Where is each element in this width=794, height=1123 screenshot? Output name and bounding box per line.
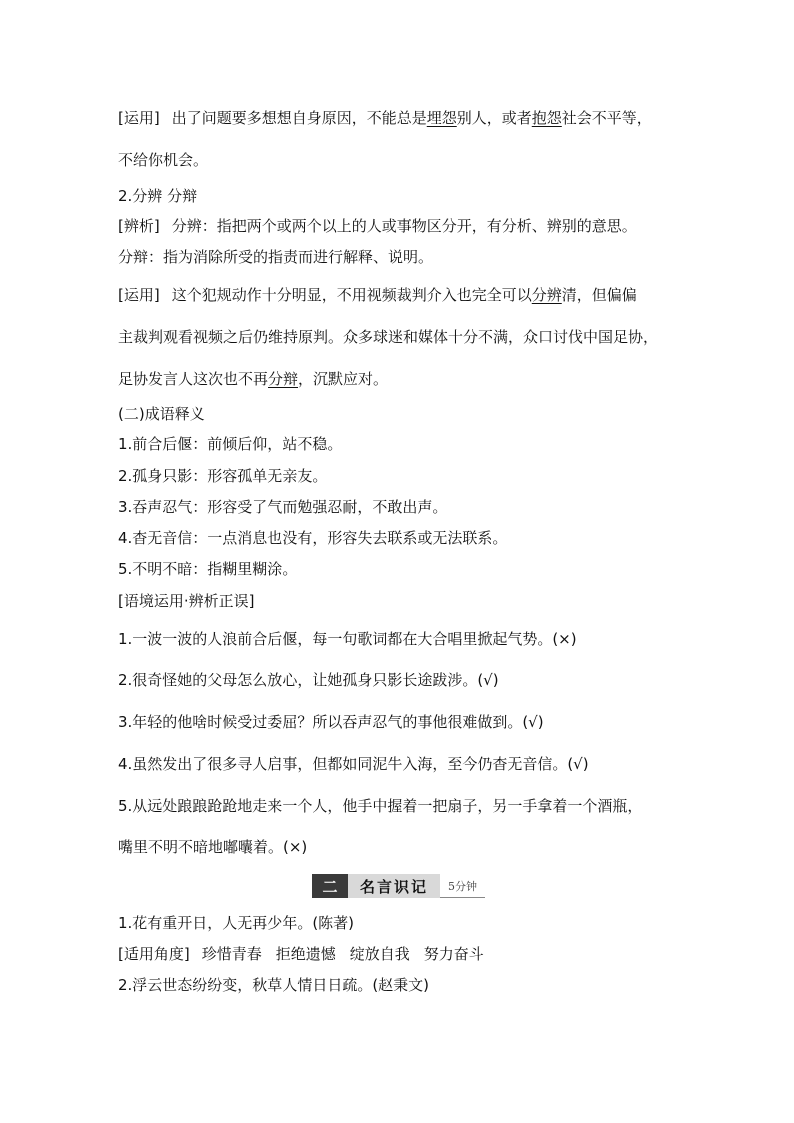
usage-tag: [运用] xyxy=(118,286,160,304)
context-heading: [语境运用·辨析正误] xyxy=(118,592,255,610)
underlined-word: 埋怨 xyxy=(426,109,457,127)
usage-paragraph-2: [运用] 这个犯规动作十分明显，不用视频裁判介入也完全可以分辨清，但偏偏 xyxy=(118,286,637,304)
section-heading-2: 2.分辨 分辩 xyxy=(118,187,198,205)
idiom-item: 4.杳无音信：一点消息也没有，形容失去联系或无法联系。 xyxy=(118,529,508,547)
banner-number: 二 xyxy=(312,874,348,898)
usage-paragraph-2-end: 足协发言人这次也不再分辩，沉默应对。 xyxy=(118,370,389,388)
usage-paragraph-1-cont: 不给你机会。 xyxy=(118,151,209,169)
idiom-item: 5.不明不暗：指糊里糊涂。 xyxy=(118,560,298,578)
banner-time: 5分钟 xyxy=(440,874,485,898)
underlined-word: 分辩 xyxy=(268,370,299,388)
idiom-item: 3.吞声忍气：形容受了气而勉强忍耐，不敢出声。 xyxy=(118,498,448,516)
context-item: 2.很奇怪她的父母怎么放心，让她孤身只影长途跋涉。(√) xyxy=(118,671,499,689)
underlined-word: 抱怨 xyxy=(531,109,562,127)
context-item: 4.虽然发出了很多寻人启事，但都如同泥牛入海，至今仍杳无音信。(√) xyxy=(118,755,589,773)
quote-1: 1.花有重开日，人无再少年。(陈著) xyxy=(118,914,355,932)
apply-angle: 珍惜青春 xyxy=(201,945,262,963)
context-item: 1.一波一波的人浪前合后偃，每一句歌词都在大合唱里掀起气势。(×) xyxy=(118,630,577,648)
analysis-line-1: [辨析] 分辨：指把两个或两个以上的人或事物区分开，有分析、辨别的意思。 xyxy=(118,217,637,235)
usage-paragraph-2-cont: 主裁判观看视频之后仍维持原判。众多球迷和媒体十分不满，众口讨伐中国足协， xyxy=(118,328,659,346)
apply-angle: 努力奋斗 xyxy=(423,945,484,963)
apply-tag: [适用角度] xyxy=(118,945,190,963)
usage-paragraph-1: [运用] 出了问题要多想想自身原因，不能总是埋怨别人，或者抱怨社会不平等， xyxy=(118,109,652,127)
analysis-line-2: 分辩：指为消除所受的指责而进行解释、说明。 xyxy=(118,248,434,266)
idiom-item: 1.前合后偃：前倾后仰，站不稳。 xyxy=(118,435,343,453)
idiom-item: 2.孤身只影：形容孤单无亲友。 xyxy=(118,467,328,485)
apply-angle: 绽放自我 xyxy=(349,945,410,963)
context-item: 3.年轻的他啥时候受过委屈？所以吞声忍气的事他很难做到。(√) xyxy=(118,713,544,731)
idiom-section-heading: (二)成语释义 xyxy=(118,405,205,423)
quote-2: 2.浮云世态纷纷变，秋草人情日日疏。(赵秉文) xyxy=(118,976,430,994)
underlined-word: 分辨 xyxy=(531,286,562,304)
banner-title: 名言识记 xyxy=(348,874,440,898)
context-item-cont: 嘴里不明不暗地嘟囔着。(×) xyxy=(118,838,308,856)
context-item: 5.从远处踉踉跄跄地走来一个人，他手中握着一把扇子，另一手拿着一个酒瓶， xyxy=(118,797,643,815)
apply-angle: 拒绝遗憾 xyxy=(275,945,336,963)
analysis-tag: [辨析] xyxy=(118,217,160,235)
usage-tag: [运用] xyxy=(118,109,160,127)
section-banner xyxy=(312,874,485,898)
apply-angles xyxy=(118,944,484,964)
